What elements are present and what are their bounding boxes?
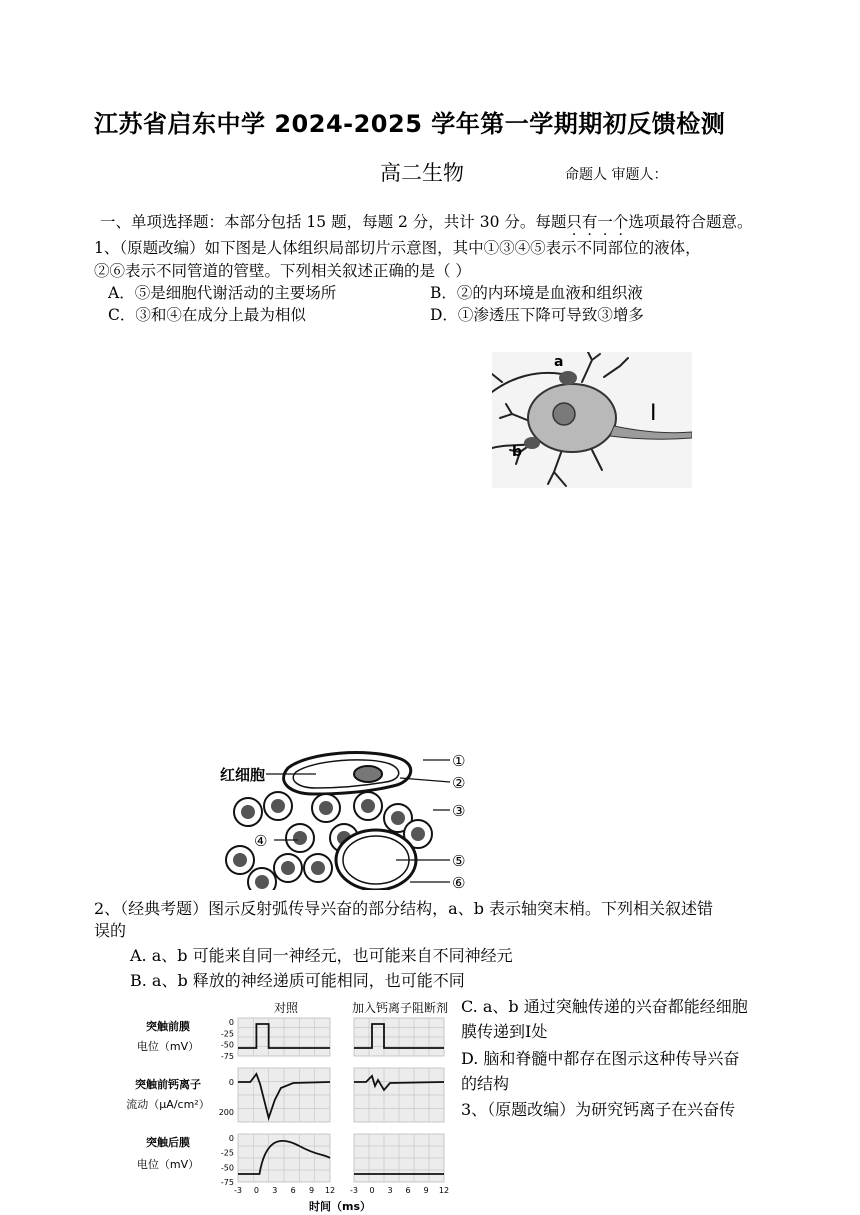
column-title-control: 对照 — [273, 1001, 299, 1015]
q2-option-d-line1: D. 脑和脊髓中都存在图示这种传导兴奋 — [461, 1049, 740, 1068]
y-tick: -75 — [220, 1178, 234, 1187]
y-tick: -25 — [220, 1148, 234, 1158]
section-heading-part1: 一、单项选择题：本部分包括 15 题，每题 2 分，共计 30 分。每题 — [100, 213, 567, 231]
x-tick: 12 — [438, 1186, 450, 1195]
calcium-experiment-chart — [120, 996, 450, 1215]
q2-stem-line1: 2、（经典考题）图示反射弧传导兴奋的部分结构，a、b 表示轴突末梢。下列相关叙述错 — [94, 899, 714, 918]
section-heading — [100, 210, 752, 232]
x-tick: -3 — [234, 1186, 242, 1195]
section-heading-emphasis — [566, 213, 628, 231]
rbc-label: 红细胞 — [220, 766, 266, 784]
x-axis-label: 时间（ms） — [308, 1200, 372, 1213]
section-heading-part2: 选项最符合题意。 — [628, 213, 753, 231]
marker-4: ④ — [254, 832, 268, 850]
x-tick: 9 — [423, 1186, 429, 1195]
marker-1: ① — [452, 752, 466, 770]
q2-option-c-line1: C. a、b 通过突触传递的兴奋都能经细胞 — [461, 997, 748, 1016]
q2-stem-line2: 误的 — [94, 921, 127, 940]
x-tick: 6 — [405, 1186, 411, 1195]
row-label-2: 突触后膜 — [146, 1136, 190, 1149]
x-tick: -3 — [350, 1186, 358, 1195]
q2-option-a: A. a、b 可能来自同一神经元，也可能来自不同神经元 — [130, 946, 513, 965]
tissue-cell-nucleus — [233, 853, 247, 867]
neuron-figure — [492, 352, 692, 488]
q1-option-c: C．③和④在成分上最为相似 — [108, 306, 306, 324]
y-tick: -50 — [220, 1163, 234, 1173]
x-tick: 6 — [290, 1186, 296, 1195]
row-unit-2: 电位（mV） — [136, 1158, 200, 1171]
tissue-cell-nucleus — [311, 861, 325, 875]
tissue-cell-nucleus — [293, 831, 307, 845]
y-tick: 0 — [228, 1078, 234, 1087]
marker-5: ⑤ — [452, 852, 466, 870]
column-title-blocker: 加入钙离子阻断剂 — [351, 1001, 449, 1015]
x-tick: 12 — [324, 1186, 336, 1195]
label-I: I — [650, 401, 657, 426]
subject-title: 高二生物 — [380, 161, 464, 185]
y-tick: -50 — [220, 1040, 234, 1050]
q1-stem-line2: ②⑥表示不同管道的管壁。下列相关叙述正确的是（ ） — [94, 262, 471, 280]
marker-3: ③ — [452, 802, 466, 820]
x-tick: 3 — [272, 1186, 278, 1195]
q1-option-b: B．②的内环境是血液和组织液 — [430, 284, 643, 302]
tissue-cell-nucleus — [361, 799, 375, 813]
row-unit-1: 流动（μA/cm²） — [126, 1098, 210, 1111]
exam-title: 江苏省启东中学 2024-2025 学年第一学期期初反馈检测 — [94, 110, 726, 138]
q3-stem-line1: 3、（原题改编）为研究钙离子在兴奋传 — [461, 1100, 736, 1119]
marker-6: ⑥ — [452, 874, 466, 890]
tissue-section-figure — [218, 742, 472, 890]
label-a: a — [554, 354, 564, 370]
tissue-cell-nucleus — [411, 827, 425, 841]
q2-option-b: B. a、b 释放的神经递质可能相同，也可能不同 — [130, 971, 465, 990]
x-tick: 0 — [369, 1186, 375, 1195]
tissue-cell-nucleus — [255, 875, 269, 889]
y-tick: 0 — [228, 1134, 234, 1143]
label-b: b — [512, 444, 523, 460]
tissue-cell-nucleus — [391, 811, 405, 825]
q2-option-d-line2: 的结构 — [461, 1074, 510, 1093]
row-label-0: 突触前膜 — [146, 1020, 190, 1033]
y-tick: -25 — [220, 1029, 234, 1039]
q1-option-a: A．⑤是细胞代谢活动的主要场所 — [108, 284, 337, 302]
tissue-cell-nucleus — [241, 805, 255, 819]
x-tick: 0 — [253, 1186, 259, 1195]
y-tick: 0 — [228, 1018, 234, 1027]
q2-option-c-line2: 膜传递到Ⅰ处 — [461, 1022, 548, 1041]
section-heading-emph-text: 只有一个 — [566, 213, 629, 231]
y-tick: -75 — [220, 1052, 234, 1061]
authors-line: 命题人 审题人： — [565, 167, 668, 183]
q1-option-d: D．①渗透压下降可导致③增多 — [430, 306, 644, 324]
q1-stem-line1: 1、（原题改编）如下图是人体组织局部切片示意图，其中①③④⑤表示不同部位的液体， — [94, 239, 701, 257]
tissue-cell-nucleus — [319, 801, 333, 815]
row-label-1: 突触前钙离子 — [135, 1078, 201, 1091]
x-tick: 9 — [309, 1186, 315, 1195]
tissue-cell-nucleus — [271, 799, 285, 813]
x-tick: 3 — [387, 1186, 393, 1195]
y-tick: 200 — [218, 1108, 234, 1117]
marker-2: ② — [452, 774, 466, 792]
row-unit-0: 电位（mV） — [136, 1040, 200, 1053]
tissue-cell-nucleus — [281, 861, 295, 875]
